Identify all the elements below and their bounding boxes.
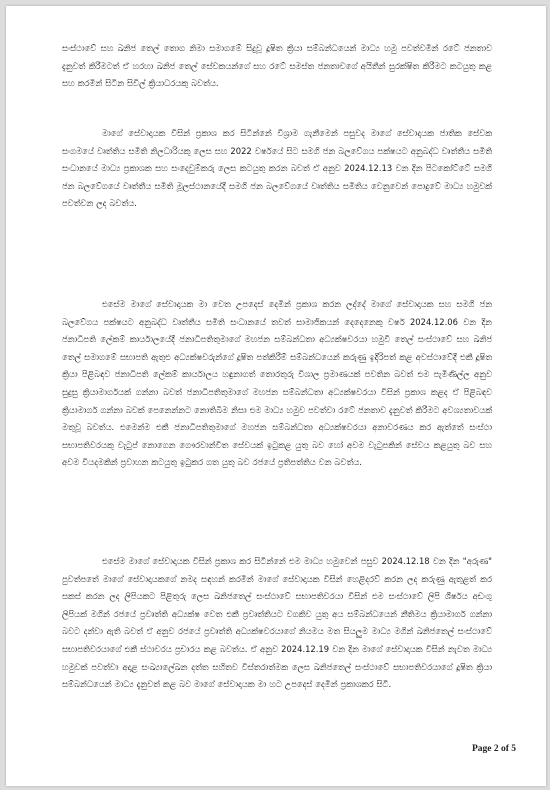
- paragraph-2: මාගේ සේවාදායක විසින් ප්‍රකාශ කර සිටින්නේ විශ්‍රාම ගැනීමෙන් පසුවද මාගේ සේවාදායක ජාතික සේවක සංගමයේ වෘත්තිය සමිති නිලධාරියකු ලෙස සහ 2022 වර්ෂයේ සිට සමගි ජන බලවේගය පක්ෂයට අනුබද්ධ වෘත්තීය සමිති සංධානයේ මාධ්‍ය ප්‍රකාශක සහ සංදෙවුම්කරු ලෙස කටයුතු කරන බවත් ඒ අනුව 2024.12.13 වන දින පිටකෝට්ටේ සමගි ජන බලවේගයේ වෘත්තීය සමිති මූලස්ථානයේදී සමගි ජන බලවේගයේ වෘත්තිය සමිතිය වෙනුවෙන් පොදුවේ මාධ්‍ය හමුවක් පවත්වන ලද බවත්ය.: [62, 128, 492, 209]
- document-page: [6, 6, 546, 786]
- paragraph-1: සංස්ථාවේ සහ ඛනිජ තෙල් තොග නිමා සමාගමේ සිදුවූ දූෂිත ක්‍රියා සම්බන්ධයෙන් මාධ්‍ය හමු පවත්වමින් රටේ ජනතාව දැනුවත් කිරීමටත් ඒ හරහා ඛනිජ තෙල් සේවකයන්ගේ සහ රටේ සමස්ත ජනතාවගේ අයිතීන් සුරක්ෂිත කිරීමට කටයුතු කළ සහ කරමින් සිටින සිවිල් ක්‍රියාධරයකු බවත්ය.: [62, 43, 492, 89]
- paragraph-3: එසේම මාගේ සේවාදායක මා වෙත උපදෙස් දෙමින් ප්‍රකාශ කරන ලද්දේ මාගේ සේවාදායක සහ සමගි ජන බලවේගය පක්ෂයට අනුබද්ධ වෘත්තීය සමිති සංධානයේ තවත් සාමාජිකයන් දෙදෙනෙකු වර්ෂ 2024.12.06 වන දින ජනාධිපති ලේකම් කාර්යාලයේදී ජනාධිපතිතුමාගේ මහජන සම්බන්ධතා අධ්‍යක්ෂවරයා හමුවී තෙල් සංස්ථාවේ සහ ඛනිජ තෙල් සමාගමේ සභාපති ඇතුළු අධ්‍යක්ෂවරුන්ගේ දූෂිත පත්කිරීම් සම්බන්ධයෙන් කරුණු ඉදිරිපත් කළ අවස්ථාවේදී එකී දූෂිත ක්‍රියා පිළිබඳව ජනාධිපති ලේකම් කාර්යාලය හඳුනාගත් තොරතුරු විශාල ප්‍රමාණයක් පවතින බවත් එම පැමිණිල්ල අනුව සුදුසු ක්‍රියාමාර්ගයක් ගන්නා බවත් ජනාධිපතිතුමාගේ මහජන සම්බන්ධතා අධ්‍යක්ෂවරයා විසින් ප්‍රකාශ කළද ඒ පිළිබඳව ක්‍රියාමාර්ග ගන්නා බවක් පෙනෙන්නට නොතිබීම නිසා එම මාධ්‍ය හමුව පවත්වා රටේ ජනතාව දැනුවත් කිරීමට අවශ්‍යතාවයක් මතුවූ බවත්ය. එමෙන්ම එකී ජනාධිපතිතුමාගේ මහජන සම්බන්ධතා අධ්‍යක්ෂවරයා අනාවරණය කර ඇත්තේ සංස්ථා සභාපතිවරයකු වැටුප් නොගෙන ගෞරවාන්විත සේවයක් ඉටුකළ යුතු බව හෝ අවම වැටුපකින් සේවය කළයුතු බව සහ අවම වියදමකින් ප්‍රවාහන කටයුතු ඉටුකර ගත යුතු බව රජයේ ප්‍රතිපත්තිය වන බවත්ය.: [62, 299, 492, 468]
- page-number: Page 2 of 5: [471, 744, 516, 754]
- paragraph-4: එසේම මාගේ සේවාදායක විසින් ප්‍රකාශ කර සිටින්නේ එම මාධ්‍ය හමුවෙන් පසුව 2024.12.18 වන දින "අරුණ" පුවත්පතේ මාගේ සේවාදායකගේ නමද සඳහන් කරමින් මාගේ සේවාදායක විසින් හෙළිදරව් කරන ලද කරුණු ඇතුළත් කර සකස් කරන ලද ලිපියකට පිළිතුරු ලෙස ඛනිජතෙල් සංස්ථාවේ සභාපතිවරයා විසින් එම සංස්ථාවේ ලිපි ශීර්ෂය අඩංගු ලිපියක් මගින් රජයේ ප්‍රවෘත්ති අධ්‍යක්ෂ වෙත එකී ප්‍රවෘත්තියට වගකිව යුතු අය සම්බන්ධයෙන් නීතිමය ක්‍රියාමාර්ග ගන්නා බවට දන්වා ඇති බවත් ඒ අනුව රජයේ ප්‍රවෘත්ති අධ්‍යක්ෂවරයාගේ නියමය මත සියලුම මාධ්‍ය මගින් ඛනිජතෙල් සංස්ථාවේ සභාපතිවරයාගේ එකී ස්ථාවරය ප්‍රචාරය කළ බවත්ය. ඒ අනුව 2024.12.19 වන දින මාගේ සේවාදායක විසින් නැවත මාධ්‍ය හමුවක් පවත්වා අදාළ සංඛ්‍යාලේඛන දත්ත සහිතව විස්තරාත්මක ලෙස ඛනිජතෙල් සංස්ථාවේ සභාපතිවරයාගේ දූෂිත ක්‍රියා සම්බන්ධයෙන් මාධ්‍ය දැනුවත් කළ බව මාගේ සේවාදායක මා හට උපදෙස් දෙමින් ප්‍රකාශකර සිටී.: [62, 556, 492, 690]
